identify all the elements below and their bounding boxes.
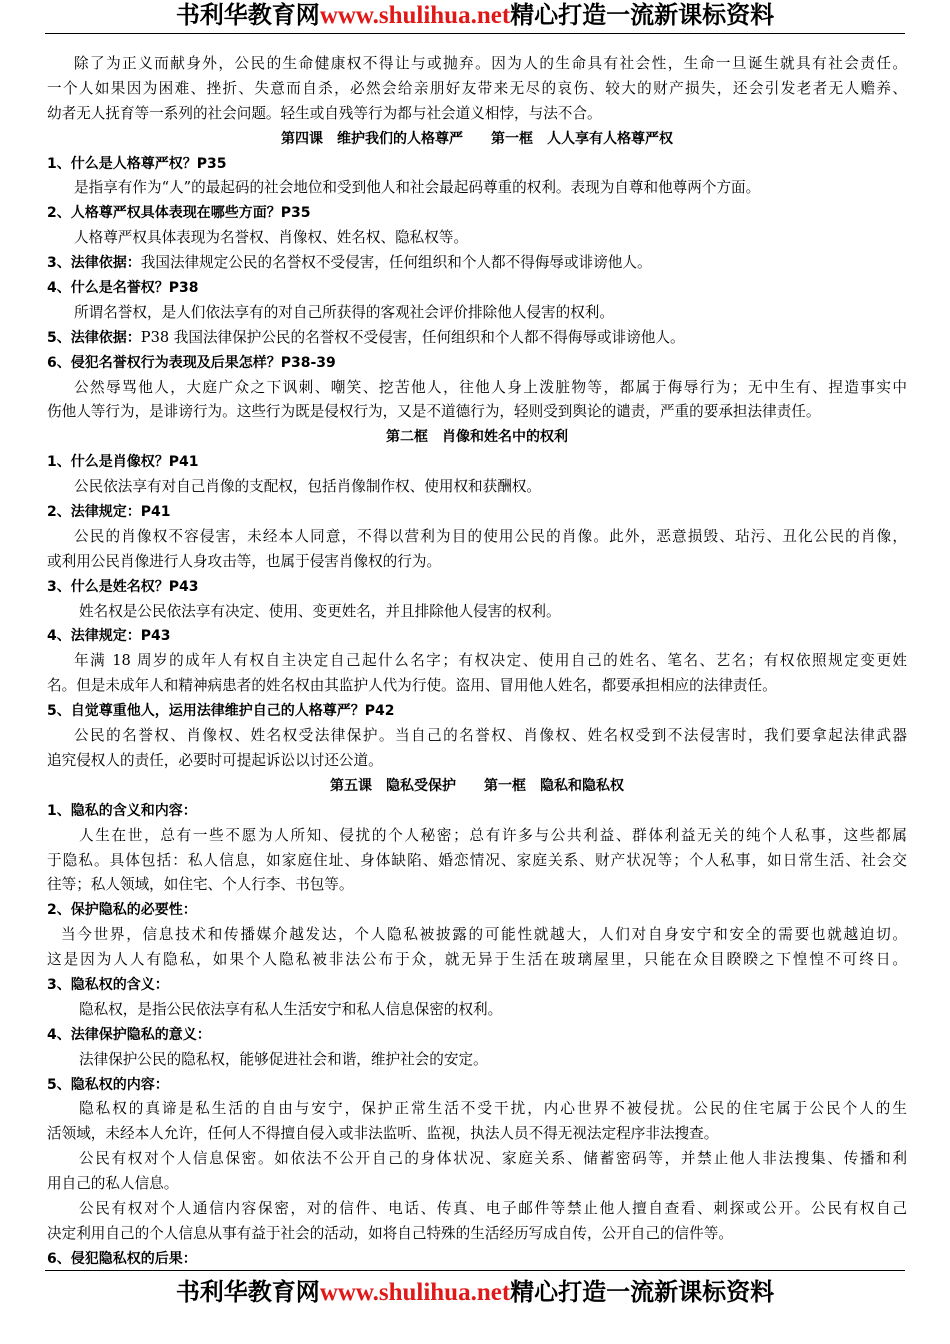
answer-line: 追究侵权人的责任，必要时可提起诉讼以讨还公道。	[47, 751, 383, 769]
answer-line: 往等；私人领域，如住宅、个人行李、书包等。	[47, 876, 354, 894]
question-heading	[47, 326, 907, 351]
answer-line: 伤他人等行为，是诽谤行为。这些行为既是侵权行为，又是不道德行为，轻则受到舆论的谴责，严重的要承担法律责任。	[47, 403, 821, 421]
section-title: 第五课 隐私受保护 第一框 隐私和隐私权	[330, 777, 624, 794]
answer-line: 公民依法享有对自己肖像的支配权，包括肖像制作权、使用权和获酬权。	[74, 478, 542, 496]
answer-line: 这是因为人人有隐私，如果个人隐私被非法公布于众，就无异于生活在玻璃屋里，只能在众目睽睽之下惶惶不可终日。	[47, 951, 907, 969]
footer-slogan: 精心打造一流新课标资料	[510, 1277, 775, 1306]
answer-text: 我国法律规定公民的名誉权不受侵害，任何组织和个人都不得侮辱或诽谤他人。	[140, 254, 652, 272]
paragraph-line: 除了为正义而献身外，公民的生命健康权不得让与或抛弃。因为人的生命具有社会性，生命一旦诞生就具有社会责任。	[74, 55, 907, 72]
answer-line: 人生在世，总有一些不愿为人所知、侵扰的个人秘密；总有许多与公共利益、群体利益无关的纯个人私事，这些都属	[79, 826, 907, 844]
question-heading: 6、侵犯名誉权行为表现及后果怎样？P38-39	[47, 354, 336, 371]
paragraph-line: 一个人如果因为困难、挫折、失意而自杀，必然会给亲朋好友带来无尽的哀伤、较大的财产损失，还会引发老者无人赡养、	[47, 79, 907, 97]
answer-line: 公民有权对个人信息保密。如依法不公开自己的身体状况、家庭关系、储蓄密码等，并禁止他人非法搜集、传播和利	[79, 1150, 907, 1168]
answer-line: 决定利用自己的个人信息从事有益于社会的活动，如将自己特殊的生活经历写成自传，公开自己的信件等。	[47, 1224, 733, 1242]
question-heading: 6、侵犯隐私权的后果：	[47, 1250, 197, 1267]
answer-line: 公民的名誉权、肖像权、姓名权受法律保护。当自己的名誉权、肖像权、姓名权受到不法侵害时，我们要拿起法律武器	[74, 727, 907, 745]
header-site-url[interactable]: www.shulihua.net	[319, 2, 511, 29]
answer-line: 公民的肖像权不容侵害，未经本人同意，不得以营利为目的使用公民的肖像。此外，恶意损毁、玷污、丑化公民的肖像，	[74, 527, 907, 545]
question-label: 3、法律依据：	[47, 255, 141, 272]
question-heading: 3、隐私权的含义：	[47, 976, 169, 993]
answer-line: 公民有权对个人通信内容保密，对的信件、电话、传真、电子邮件等禁止他人擅自查看、刺探或公开。公民有权自己	[79, 1199, 907, 1217]
answer-line: 所谓名誉权，是人们依法享有的对自己所获得的客观社会评价排除他人侵害的权利。	[74, 303, 614, 321]
question-heading: 5、隐私权的内容：	[47, 1076, 169, 1093]
answer-line: 公然辱骂他人，大庭广众之下讽刺、嘲笑、挖苦他人，往他人身上泼脏物等，都属于侮辱行为；无中生有、捏造事实中	[74, 378, 907, 396]
answer-line: 或利用公民肖像进行人身攻击等，也属于侵害肖像权的行为。	[47, 552, 442, 570]
answer-line: 活领域，未经本人允许，任何人不得擅自侵入或非法监听、监视，执法人员不得无视法定程序非法搜查。	[47, 1125, 719, 1143]
answer-line: 隐私权的真谛是私生活的自由与安宁，保护正常生活不受干扰，内心世界不被侵扰。公民的住宅属于公民个人的生	[79, 1100, 907, 1118]
question-heading: 2、法律规定：P41	[47, 504, 171, 521]
question-heading: 2、人格尊严权具体表现在哪些方面？P35	[47, 205, 311, 222]
header-rule	[45, 33, 905, 34]
question-heading: 5、自觉尊重他人，运用法律维护自己的人格尊严？P42	[47, 703, 395, 720]
question-heading: 4、法律保护隐私的意义：	[47, 1026, 211, 1043]
question-heading: 4、法律规定：P43	[47, 628, 171, 645]
question-heading	[47, 251, 907, 276]
question-heading: 3、什么是姓名权？P43	[47, 578, 199, 595]
answer-text: P38 我国法律保护公民的名誉权不受侵害，任何组织和个人都不得侮辱或诽谤他人。	[140, 328, 685, 346]
footer-site-url[interactable]: www.shulihua.net	[319, 1279, 511, 1306]
page-header	[0, 0, 950, 31]
question-heading: 4、什么是名誉权？P38	[47, 280, 199, 297]
answer-line: 名。但是未成年人和精神病患者的姓名权由其监护人代为行使。盗用、冒用他人姓名，都要承担相应的法律责任。	[47, 677, 777, 695]
page-footer	[0, 1277, 950, 1308]
question-label: 5、法律依据：	[47, 329, 141, 346]
footer-rule	[45, 1270, 905, 1271]
section-title: 第二框 肖像和姓名中的权利	[386, 429, 568, 446]
answer-line: 用自己的私人信息。	[47, 1175, 179, 1193]
section-title: 第四课 维护我们的人格尊严 第一框 人人享有人格尊严权	[281, 130, 673, 147]
answer-line: 法律保护公民的隐私权，能够促进社会和谐，维护社会的安定。	[79, 1050, 488, 1068]
footer-site-name: 书利华教育网	[175, 1277, 320, 1306]
answer-line: 隐私权，是指公民依法享有私人生活安宁和私人信息保密的权利。	[79, 1000, 503, 1018]
question-heading: 1、什么是肖像权？P41	[47, 454, 199, 471]
answer-line: 当今世界，信息技术和传播媒介越发达，个人隐私被披露的可能性就越大，人们对自身安宁和安全的需要也就越迫切。	[61, 926, 907, 944]
answer-line: 姓名权是公民依法享有决定、使用、变更姓名，并且排除他人侵害的权利。	[79, 602, 561, 620]
question-heading: 1、隐私的含义和内容：	[47, 802, 197, 819]
header-slogan: 精心打造一流新课标资料	[510, 0, 775, 29]
question-heading: 2、保护隐私的必要性：	[47, 902, 197, 919]
answer-line: 年满 18 周岁的成年人有权自主决定自己起什么名字；有权决定、使用自己的姓名、笔名、艺名；有权依照规定变更姓	[74, 652, 907, 670]
document-body	[47, 52, 907, 1272]
answer-line: 于隐私。具体包括：私人信息，如家庭住址、身体缺陷、婚恋情况、家庭关系、财产状况等；个人私事，如日常生活、社会交	[47, 851, 907, 869]
answer-line: 是指享有作为“人”的最起码的社会地位和受到他人和社会最起码尊重的权利。表现为自尊和他尊两个方面。	[74, 179, 761, 197]
header-site-name: 书利华教育网	[175, 0, 320, 29]
answer-line: 人格尊严权具体表现为名誉权、肖像权、姓名权、隐私权等。	[74, 229, 469, 247]
paragraph-line: 幼者无人抚育等一系列的社会问题。轻生或自残等行为都与社会道义相悖，与法不合。	[47, 104, 602, 122]
question-heading: 1、什么是人格尊严权？P35	[47, 155, 227, 172]
